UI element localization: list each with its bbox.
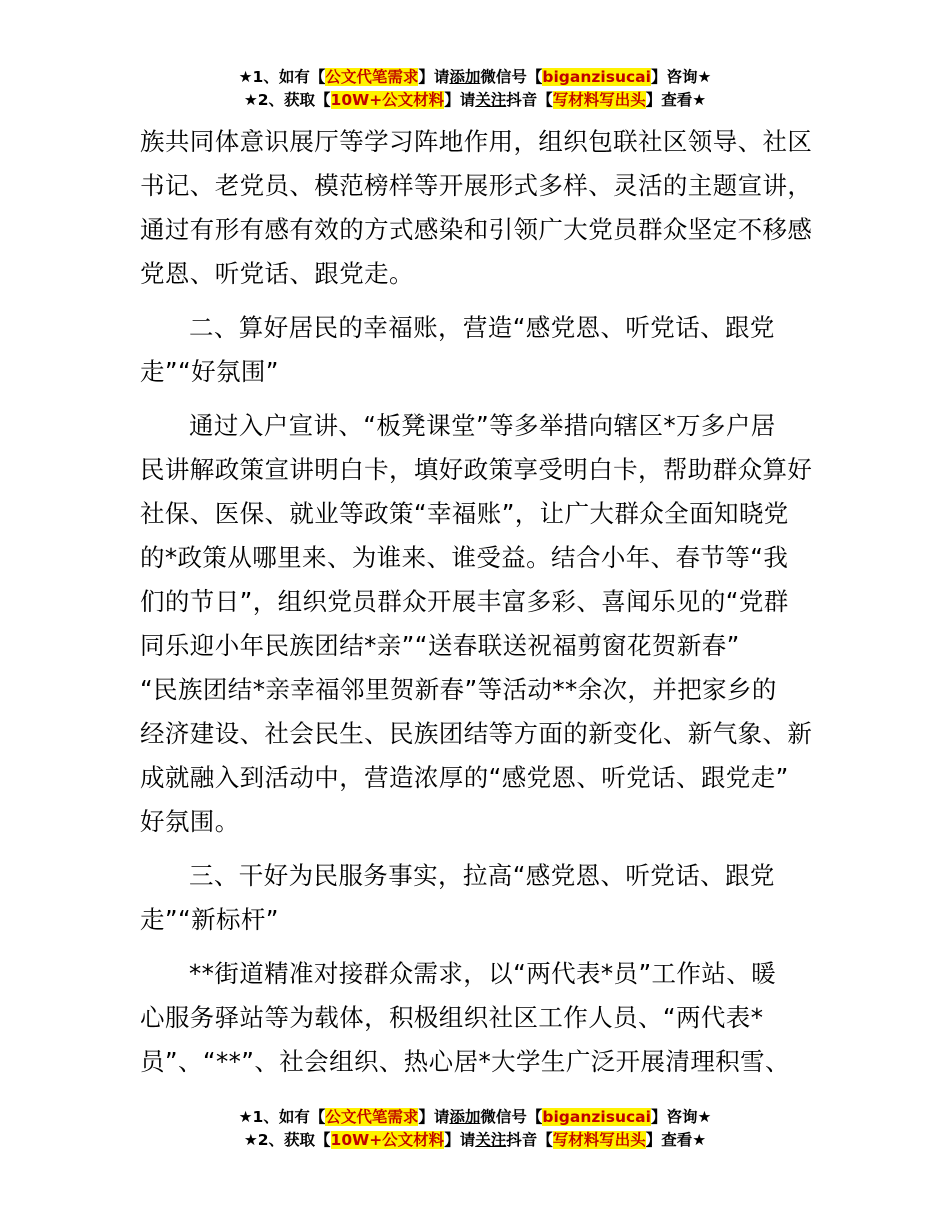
banner-text: 抖音【 xyxy=(506,1131,553,1149)
text-line: 书记、老党员、模范榜样等开展形式多样、灵活的主题宣讲， xyxy=(140,171,813,200)
heading-line: 二、算好居民的幸福账，营造“感党恩、听党话、跟党 xyxy=(189,313,775,342)
section-heading-2 xyxy=(140,306,820,394)
banner-text: 微信号【 xyxy=(480,1108,543,1126)
highlight-wechat-id: biganzisucai xyxy=(542,68,651,86)
highlight-service: 公文代笔需求 xyxy=(325,1108,419,1126)
text-line: 党恩、听党话、跟党走。 xyxy=(140,259,414,288)
banner-line-1 xyxy=(0,66,950,89)
text-line: 族共同体意识展厅等学习阵地作用，组织包联社区领导、社区 xyxy=(140,127,813,156)
text-line: “民族团结*亲幸福邻里贺新春”等活动**余次，并把家乡的 xyxy=(140,675,777,704)
banner-text: 】请 xyxy=(444,1131,476,1149)
banner-underlined-text: 关注 xyxy=(475,91,507,109)
paragraph-section-2 xyxy=(140,404,820,844)
paragraph-continuation xyxy=(140,120,820,296)
text-line: 通过有形有感有效的方式感染和引领广大党员群众坚定不移感 xyxy=(140,215,813,244)
highlight-douyin-account: 写材料写出头 xyxy=(552,1131,646,1149)
document-body xyxy=(140,120,820,1094)
text-line: 经济建设、社会民生、民族团结等方面的新变化、新气象、新 xyxy=(140,719,813,748)
footer-ad-banner xyxy=(0,1106,950,1152)
paragraph-section-3 xyxy=(140,952,820,1084)
banner-underlined-text: 添加 xyxy=(449,1108,481,1126)
banner-text: 】咨询★ xyxy=(650,68,712,86)
text-line: 民讲解政策宣讲明白卡，填好政策享受明白卡，帮助群众算好 xyxy=(140,455,813,484)
banner-underlined-text: 添加 xyxy=(449,68,481,86)
text-line: 好氛围。 xyxy=(140,807,240,836)
highlight-wechat-id: biganzisucai xyxy=(542,1108,651,1126)
text-line: **街道精准对接群众需求，以“两代表*员”工作站、暖 xyxy=(189,959,777,988)
banner-text: 】咨询★ xyxy=(650,1108,712,1126)
text-line: 成就融入到活动中，营造浓厚的“感党恩、听党话、跟党走” xyxy=(140,763,789,792)
banner-text: 抖音【 xyxy=(506,91,553,109)
banner-text: ★1、如有【 xyxy=(238,68,326,86)
text-line: 社保、医保、就业等政策“幸福账”，让广大群众全面知晓党 xyxy=(140,499,789,528)
banner-text: ★1、如有【 xyxy=(238,1108,326,1126)
banner-underlined-text: 关注 xyxy=(475,1131,507,1149)
text-line: 通过入户宣讲、“板凳课堂”等多举措向辖区*万多户居 xyxy=(189,411,776,440)
text-line: 员”、“**”、社会组织、热心居*大学生广泛开展清理积雪、 xyxy=(140,1047,790,1076)
highlight-materials: 10W+公文材料 xyxy=(330,1131,445,1149)
highlight-douyin-account: 写材料写出头 xyxy=(552,91,646,109)
banner-text: 】请 xyxy=(444,91,476,109)
banner-line-1 xyxy=(0,1106,950,1129)
banner-line-2 xyxy=(0,1129,950,1152)
highlight-materials: 10W+公文材料 xyxy=(330,91,445,109)
text-line: 的*政策从哪里来、为谁来、谁受益。结合小年、春节等“我 xyxy=(140,543,789,572)
banner-text: 】请 xyxy=(418,68,450,86)
banner-text: 】请 xyxy=(418,1108,450,1126)
banner-text: ★2、获取【 xyxy=(243,1131,331,1149)
highlight-service: 公文代笔需求 xyxy=(325,68,419,86)
heading-line: 走”“好氛围” xyxy=(140,357,279,386)
text-line: 同乐迎小年民族团结*亲”“送春联送祝福剪窗花贺新春” xyxy=(140,631,740,660)
text-line: 们的节日”，组织党员群众开展丰富多彩、喜闻乐见的“党群 xyxy=(140,587,789,616)
banner-text: 】查看★ xyxy=(645,91,707,109)
section-heading-3 xyxy=(140,854,820,942)
banner-text: ★2、获取【 xyxy=(243,91,331,109)
heading-line: 走”“新标杆” xyxy=(140,905,279,934)
header-ad-banner xyxy=(0,66,950,112)
banner-text: 】查看★ xyxy=(645,1131,707,1149)
banner-line-2 xyxy=(0,89,950,112)
heading-line: 三、干好为民服务事实，拉高“感党恩、听党话、跟党 xyxy=(189,861,775,890)
banner-text: 微信号【 xyxy=(480,68,543,86)
text-line: 心服务驿站等为载体，积极组织社区工作人员、“两代表* xyxy=(140,1003,764,1032)
